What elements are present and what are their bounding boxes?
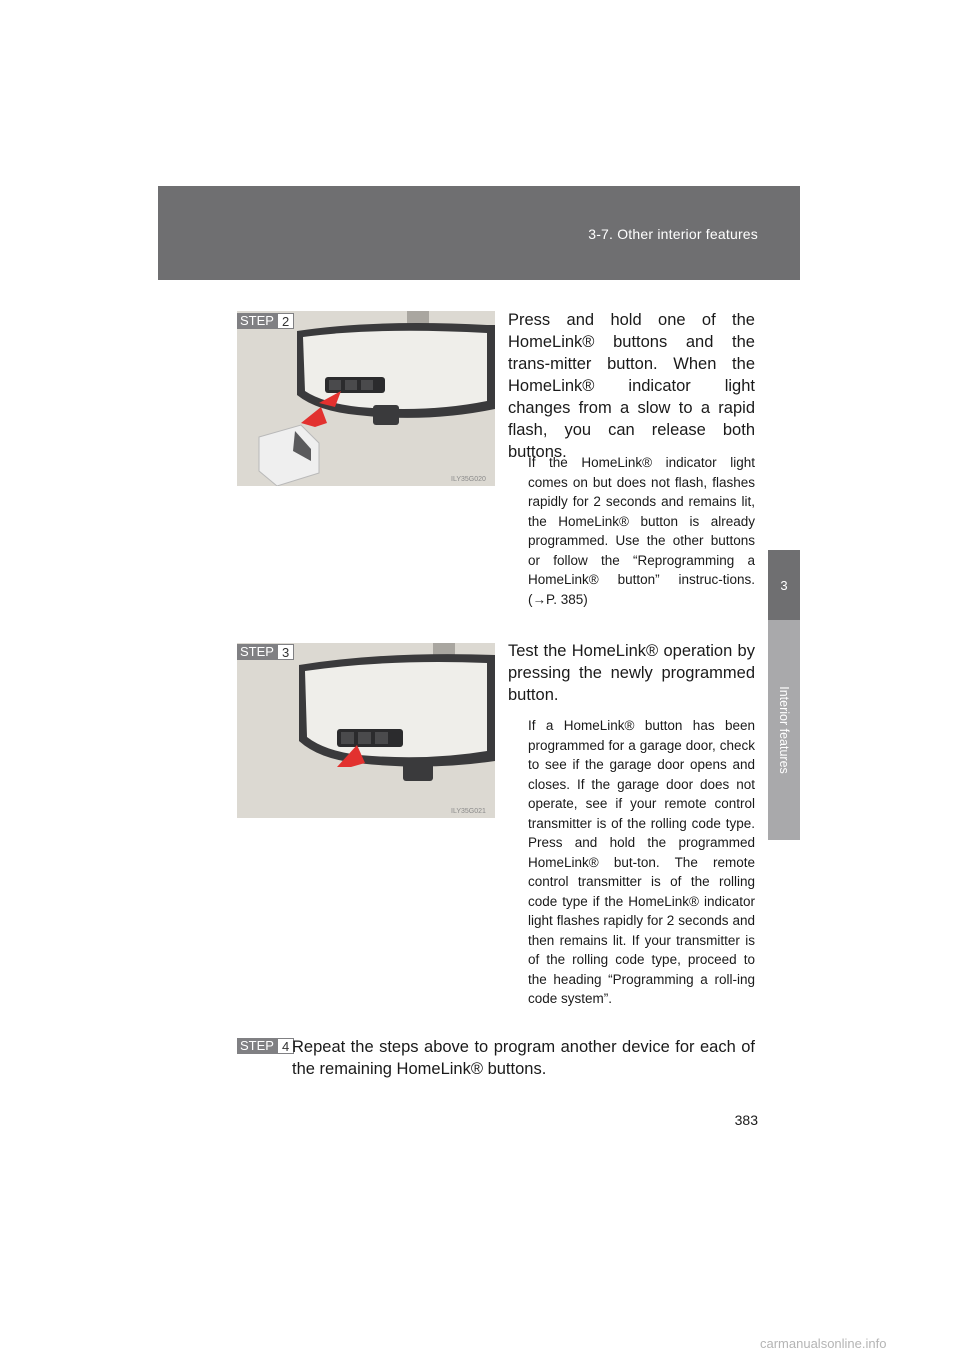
header-band [158, 186, 800, 280]
chapter-label-tab [768, 620, 800, 840]
chapter-number: 3 [780, 577, 788, 593]
chapter-label: Interior features [777, 686, 791, 774]
step-word: STEP [237, 644, 277, 660]
step-word: STEP [237, 313, 277, 329]
chapter-number-tab [768, 550, 800, 620]
step-badge-4 [237, 1038, 294, 1054]
step-badge-3 [237, 644, 294, 660]
image-code: ILY35G021 [451, 808, 486, 815]
mirror-drawing [237, 643, 495, 818]
image-code: ILY35G020 [451, 476, 486, 483]
step-2-instruction: Press and hold one of the HomeLink® buttons and the trans-mitter button. When the HomeLink® indicator light changes from a slow to a rapid flash, you can release both buttons. [508, 311, 755, 461]
step-badge-2 [237, 313, 294, 329]
mirror-drawing [237, 311, 495, 486]
mirror-illustration-step-3 [237, 643, 495, 818]
step-number: 4 [277, 1038, 294, 1054]
step-4-instruction: Repeat the steps above to program another device for each of the remaining HomeLink® buttons. [292, 1038, 755, 1078]
watermark: carmanualsonline.info [760, 1336, 887, 1351]
step-2-note: If the HomeLink® indicator light comes on but does not flash, flashes rapidly for 2 seconds and remains lit, the HomeLink® button is already programmed. Use the other buttons or follow the “Reprogramming a HomeLink® button” instruc-tions. (→P. 385) [528, 455, 755, 607]
step-word: STEP [237, 1038, 277, 1054]
mirror-illustration-step-2 [237, 311, 495, 486]
step-number: 3 [277, 644, 294, 660]
step-number: 2 [277, 313, 294, 329]
step-3-instruction: Test the HomeLink® operation by pressing the newly programmed button. [508, 642, 755, 704]
section-title: 3-7. Other interior features [588, 226, 758, 242]
step-3-note: If a HomeLink® button has been programmed for a garage door, check to see if the garage door opens and closes. If the garage door does not operate, see if your remote control transmitter is of the rolling code type. Press and hold the programmed HomeLink® but-ton. The remote control transmitter is of the rolling code type if the HomeLink® indicator light flashes rapidly for 2 seconds and then remains lit. If your transmitter is of the rolling code type, proceed to the heading “Programming a roll-ing code system”. [528, 718, 755, 1006]
page-number: 383 [734, 1112, 758, 1128]
